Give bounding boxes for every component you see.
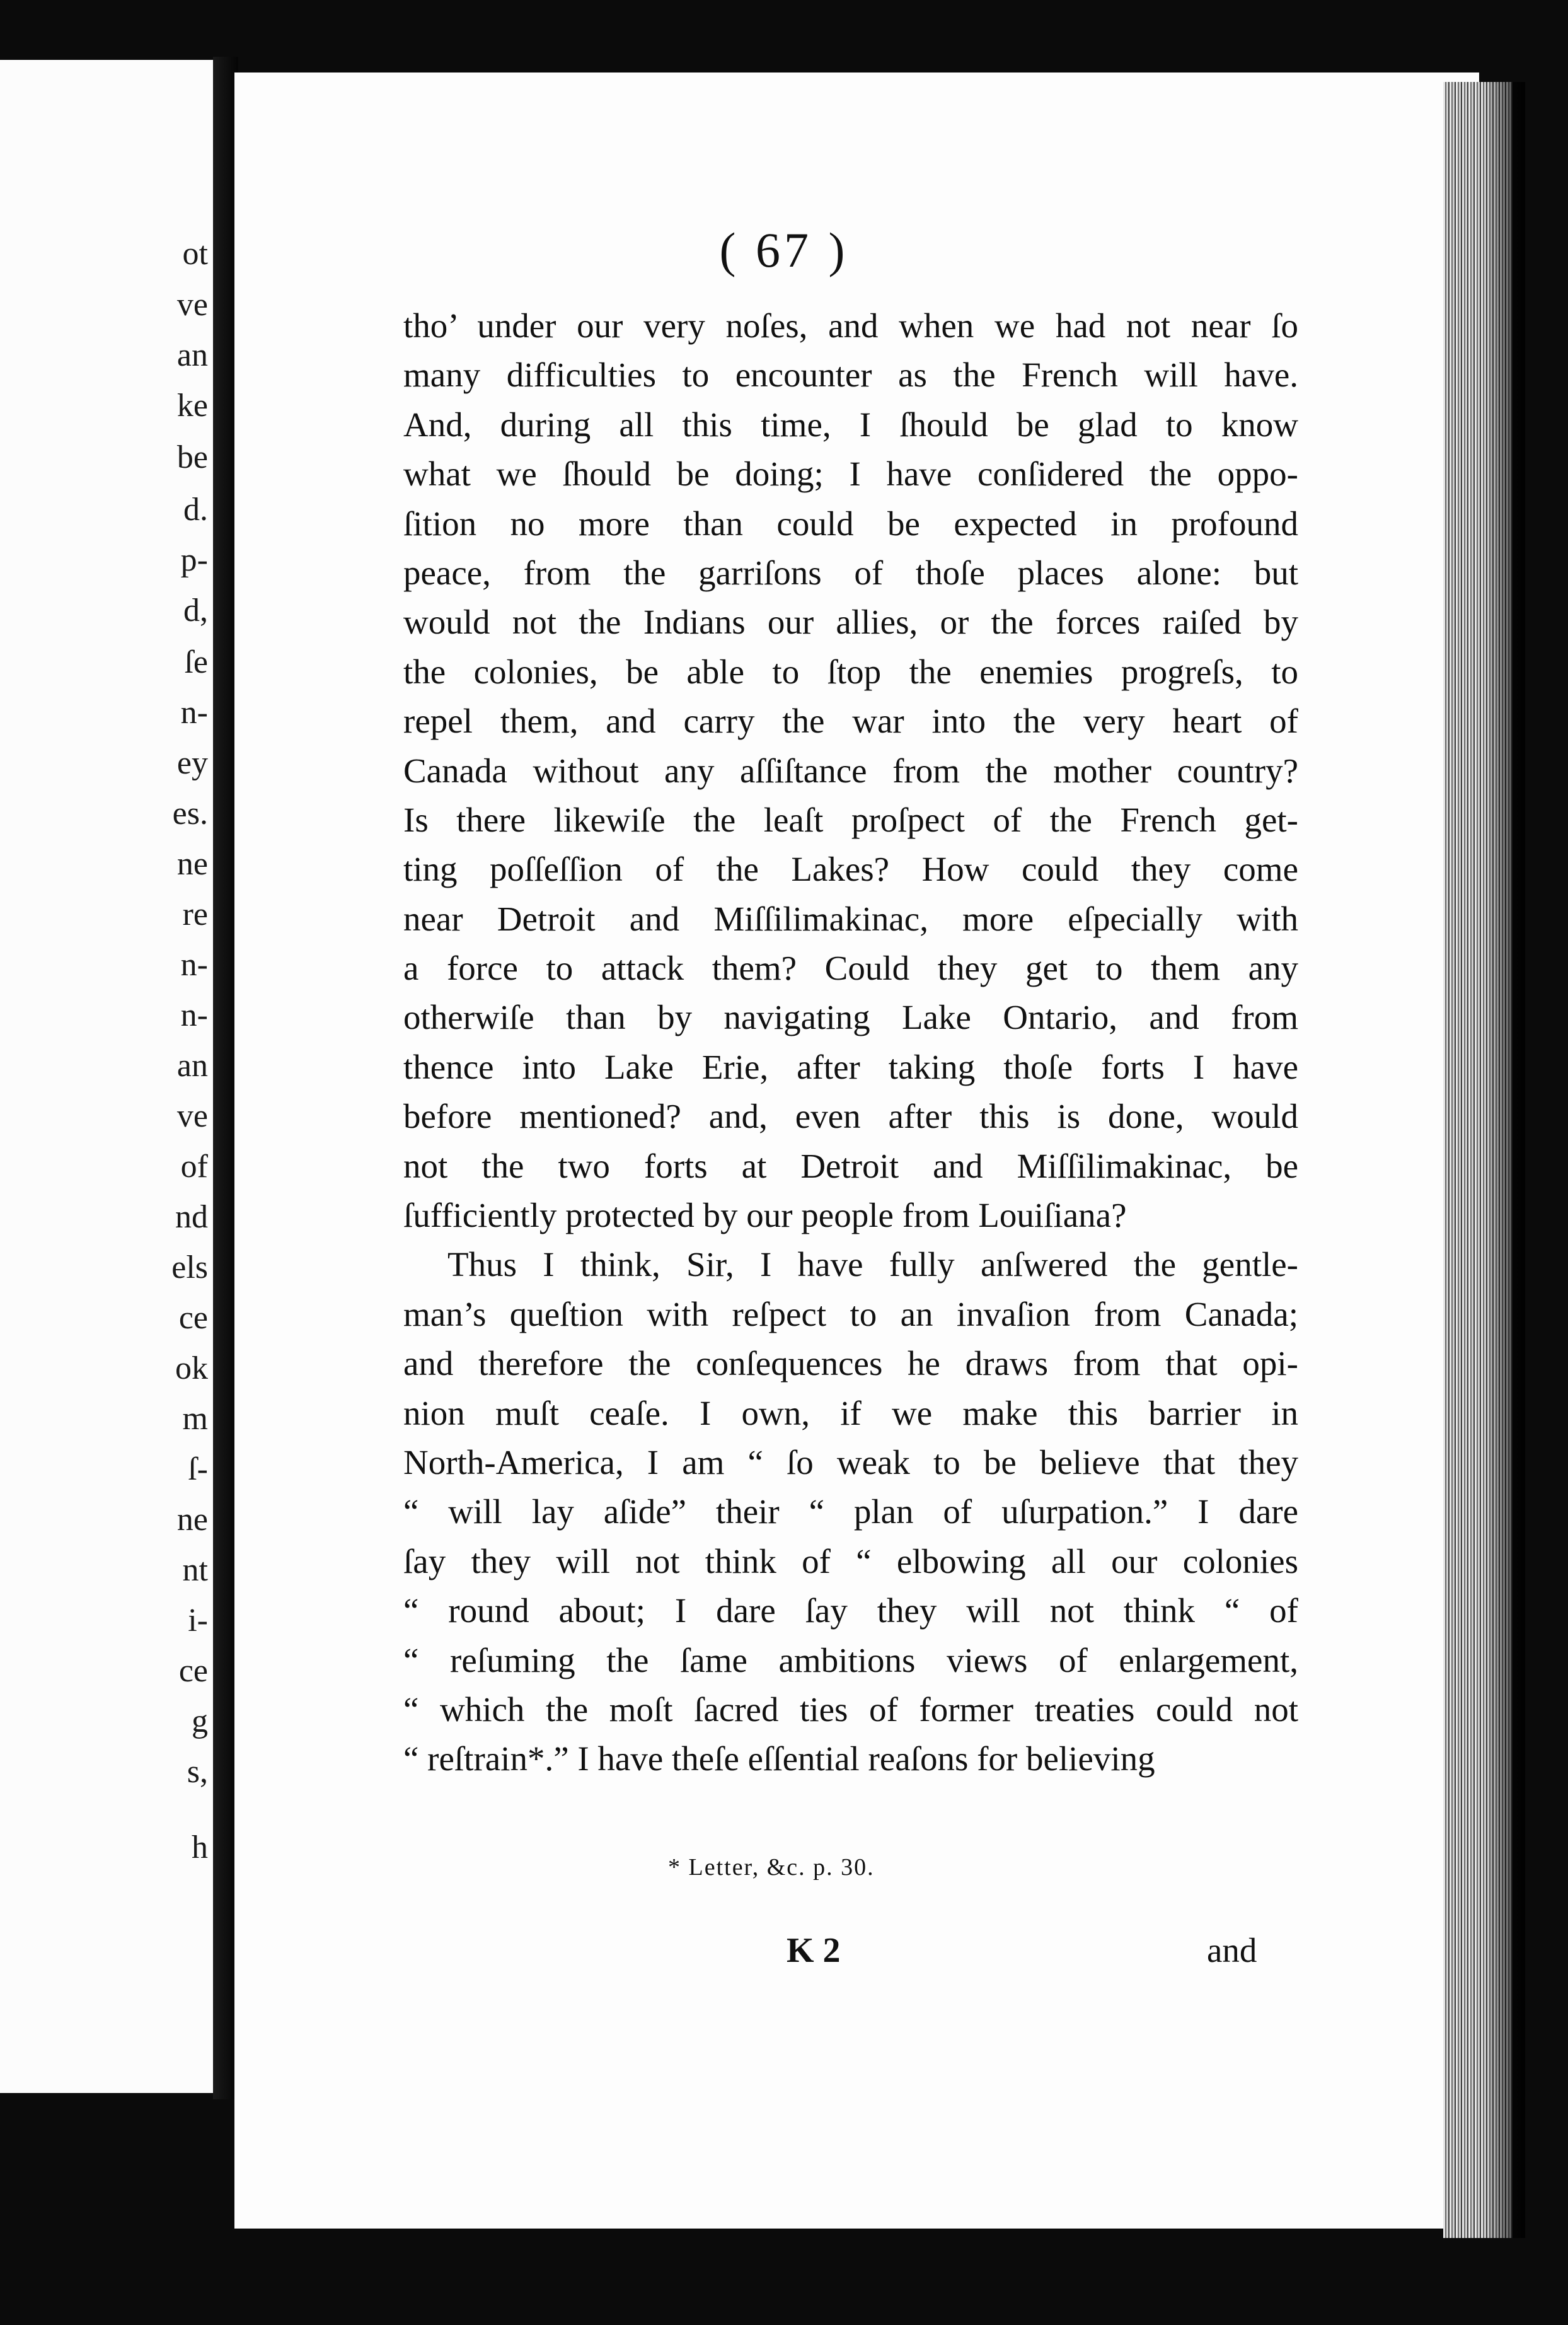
- page-number: ( 67 ): [719, 223, 849, 277]
- facing-page-text-fragment: es.: [172, 796, 208, 832]
- text-line: “ which the moſt ſacred ties of former treaties could not: [403, 1690, 1298, 1729]
- facing-page-text-fragment: h: [192, 1829, 208, 1865]
- text-line: thence into Lake Erie, after taking thoſe forts I have: [403, 1047, 1298, 1086]
- facing-page-text-fragment: ve: [176, 1098, 208, 1134]
- facing-page-text-fragment: m: [182, 1401, 208, 1437]
- facing-page-text-fragment: g: [192, 1703, 208, 1739]
- facing-page-text-fragment: an: [176, 337, 208, 373]
- footnote: * Letter, &c. p. 30.: [668, 1854, 875, 1881]
- facing-page-text-fragment: s,: [187, 1754, 208, 1790]
- text-line: otherwiſe than by navigating Lake Ontario, and from: [403, 998, 1298, 1037]
- body-text: [403, 301, 1298, 1784]
- text-line: the colonies, be able to ſtop the enemies progreſs, to: [403, 652, 1298, 691]
- facing-page-text-fragment: nt: [182, 1552, 208, 1588]
- facing-page-text-fragment: re: [182, 896, 208, 932]
- facing-page-text-fragment: be: [176, 439, 208, 475]
- facing-page-text-fragment: ſe: [184, 644, 208, 680]
- facing-page-text-fragment: nd: [175, 1199, 208, 1235]
- text-line: ſufficiently protected by our people from Louiſiana?: [403, 1196, 1127, 1235]
- page-edges-shadow: [1487, 82, 1525, 2238]
- facing-page-text-fragment: ke: [176, 388, 208, 424]
- text-line: ſition no more than could be expected in profound: [403, 504, 1298, 543]
- text-line: not the two forts at Detroit and Miſſilimakinac, be: [403, 1146, 1298, 1185]
- facing-page-text-fragment: ce: [178, 1653, 208, 1689]
- text-line: Canada without any aſſiſtance from the mother country?: [403, 751, 1298, 790]
- text-line: North-America, I am “ ſo weak to be believe that they: [403, 1442, 1298, 1481]
- text-line: what we ſhould be doing; I have conſidered the oppo-: [403, 455, 1298, 494]
- catchword: and: [1207, 1931, 1257, 1969]
- facing-page-text-fragment: ot: [182, 236, 208, 272]
- text-line: before mentioned? and, even after this is done, would: [403, 1097, 1298, 1136]
- facing-page-text-fragment: d,: [183, 593, 208, 629]
- text-line: and therefore the conſequences he draws from that opi-: [403, 1344, 1298, 1383]
- text-line: “ reſuming the ſame ambitions views of enlargement,: [403, 1640, 1298, 1679]
- facing-page-text-fragment: d.: [183, 492, 208, 528]
- text-line: man’s queſtion with reſpect to an invaſion from Canada;: [403, 1294, 1298, 1333]
- text-line: “ will lay aſide” their “ plan of uſurpation.” I dare: [403, 1492, 1298, 1531]
- page-number-header: [0, 222, 1568, 279]
- text-line: nion muſt ceaſe. I own, if we make this barrier in: [403, 1393, 1298, 1432]
- facing-page-text-fragment: n-: [180, 695, 208, 731]
- text-line: ſay they will not think of “ elbowing all our colonies: [403, 1541, 1298, 1580]
- facing-page-text-fragment: n-: [180, 947, 208, 983]
- facing-page-text-fragment: ne: [176, 1502, 208, 1538]
- facing-page-text-fragment: p-: [180, 542, 208, 578]
- facing-page-text-fragment: i-: [188, 1603, 208, 1638]
- text-line: a force to attack them? Could they get to them any: [403, 949, 1298, 988]
- facing-page-text-fragment: ne: [176, 846, 208, 882]
- signature-mark: K 2: [787, 1931, 841, 1970]
- text-line: “ round about; I dare ſay they will not think “ of: [403, 1591, 1298, 1630]
- facing-page-fragment: [0, 60, 216, 2093]
- facing-page-text-fragment: els: [171, 1249, 208, 1285]
- facing-page-text-fragment: an: [176, 1048, 208, 1084]
- facing-page-text-fragment: of: [180, 1149, 208, 1185]
- text-line: Is there likewiſe the leaſt proſpect of the French get-: [403, 800, 1298, 839]
- facing-page-text-fragment: ve: [176, 287, 208, 323]
- text-line: peace, from the garriſons of thoſe places alone: but: [403, 553, 1298, 592]
- text-line: would not the Indians our allies, or the forces raiſed by: [403, 603, 1298, 642]
- facing-page-text-fragment: ok: [175, 1350, 208, 1386]
- facing-page-text-fragment: ſ-: [188, 1451, 208, 1487]
- text-line: repel them, and carry the war into the very heart of: [403, 702, 1298, 741]
- text-line: And, during all this time, I ſhould be glad to know: [403, 405, 1298, 444]
- text-line: Thus I think, Sir, I have fully anſwered the gentle-: [447, 1245, 1298, 1284]
- facing-page-text-fragment: n-: [180, 997, 208, 1033]
- text-line: tho’ under our very noſes, and when we had not near ſo: [403, 306, 1298, 345]
- text-line: “ reſtrain*.” I have theſe eſſential reaſons for believing: [403, 1739, 1155, 1778]
- text-line: near Detroit and Miſſilimakinac, more eſpecially with: [403, 899, 1298, 938]
- text-line: ting poſſeſſion of the Lakes? How could they come: [403, 850, 1298, 889]
- facing-page-text-fragment: ey: [176, 745, 208, 781]
- facing-page-text-fragment: ce: [178, 1300, 208, 1336]
- text-line: many difficulties to encounter as the French will have.: [403, 356, 1298, 395]
